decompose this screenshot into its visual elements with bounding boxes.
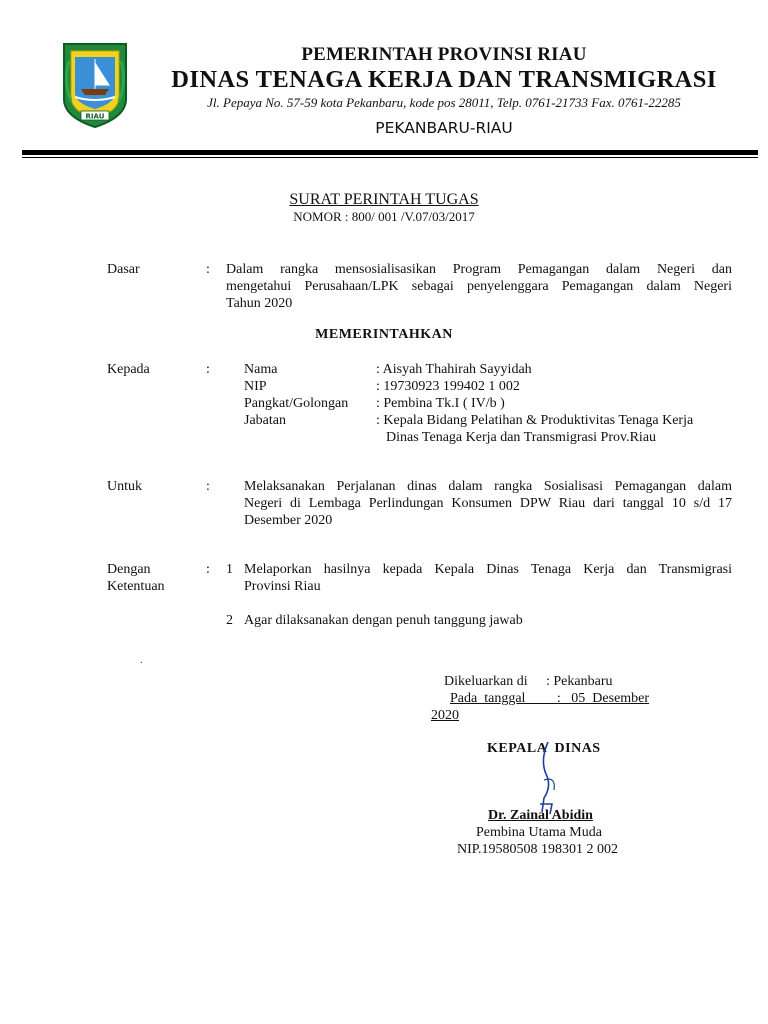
office-name: DINAS TENAGA KERJA DAN TRANSMIGRASI	[171, 66, 717, 93]
ketentuan-item-1-line-2: Provinsi Riau	[244, 579, 321, 594]
kepada-label: Kepada	[107, 362, 150, 377]
signatory-rank: Pembina Utama Muda	[476, 825, 602, 840]
dasar-colon: :	[206, 262, 210, 277]
document-number: NOMOR : 800/ 001 /V.07/03/2017	[293, 209, 475, 224]
field-value-jabatan-line-2: Dinas Tenaga Kerja dan Transmigrasi Prov.Riau	[386, 430, 657, 445]
stray-mark: .	[140, 655, 143, 666]
issued-place-label: Dikeluarkan di	[444, 674, 528, 689]
issued-place-value: : Pekanbaru	[546, 674, 613, 689]
header-rule-thin	[22, 157, 758, 158]
field-label-jabatan: Jabatan	[244, 413, 286, 428]
kepada-colon: :	[206, 362, 210, 377]
office-address: Jl. Pepaya No. 57-59 kota Pekanbaru, kode pos 28011, Telp. 0761-21733 Fax. 0761-22285	[207, 95, 681, 110]
ketentuan-item-2-number: 2	[226, 613, 233, 628]
ketentuan-item-1-number: 1	[226, 562, 233, 577]
dasar-label: Dasar	[107, 262, 140, 277]
field-value-nama: : Aisyah Thahirah Sayyidah	[376, 362, 532, 377]
government-name: PEMERINTAH PROVINSI RIAU	[301, 44, 587, 65]
field-label-nip: NIP	[244, 379, 267, 394]
dasar-line-2: mengetahui Perusahaan/LPK sebagai penyelenggara Pemagangan dalam Negeri	[226, 279, 732, 294]
untuk-line-3: Desember 2020	[244, 513, 333, 528]
issued-date-line-2: 2020	[431, 708, 459, 723]
untuk-colon: :	[206, 479, 210, 494]
ketentuan-item-1-line-1: Melaporkan hasilnya kepada Kepala Dinas Tenaga Kerja dan Transmigrasi	[244, 562, 732, 577]
dasar-line-1: Dalam rangka mensosialisasikan Program Pemagangan dalam Negeri dan	[226, 262, 732, 277]
office-city: PEKANBARU-RIAU	[375, 119, 513, 137]
untuk-line-2: Negeri di Lembaga Perlindungan Konsumen DPW Riau dari tanggal 10 s/d 17	[244, 496, 732, 511]
untuk-line-1: Melaksanakan Perjalanan dinas dalam rangka Sosialisasi Pemagangan dalam	[244, 479, 732, 494]
ketentuan-colon: :	[206, 562, 210, 577]
field-value-nip: : 19730923 199402 1 002	[376, 379, 520, 394]
ketentuan-label-1: Dengan	[107, 562, 151, 577]
logo-label: RIAU	[85, 112, 105, 121]
signatory-position: KEPALA DINAS	[487, 741, 601, 756]
document-title: SURAT PERINTAH TUGAS	[289, 191, 479, 208]
header-rule-thick	[22, 150, 758, 155]
command-heading: MEMERINTAHKAN	[315, 327, 453, 342]
issued-date-line-1: Pada tanggal : 05 Desember	[450, 691, 650, 706]
riau-province-logo-icon	[61, 41, 129, 129]
untuk-label: Untuk	[107, 479, 142, 494]
field-label-nama: Nama	[244, 362, 278, 377]
dasar-line-3: Tahun 2020	[226, 296, 293, 311]
ketentuan-label-2: Ketentuan	[107, 579, 165, 594]
field-value-pangkat: : Pembina Tk.I ( IV/b )	[376, 396, 505, 411]
field-value-jabatan: : Kepala Bidang Pelatihan & Produktivitas Tenaga Kerja	[376, 413, 694, 428]
signatory-name: Dr. Zainal Abidin	[488, 808, 593, 823]
field-label-pangkat: Pangkat/Golongan	[244, 396, 349, 411]
signatory-nip: NIP.19580508 198301 2 002	[457, 842, 619, 857]
ketentuan-item-2-line-1: Agar dilaksanakan dengan penuh tanggung jawab	[244, 613, 523, 628]
